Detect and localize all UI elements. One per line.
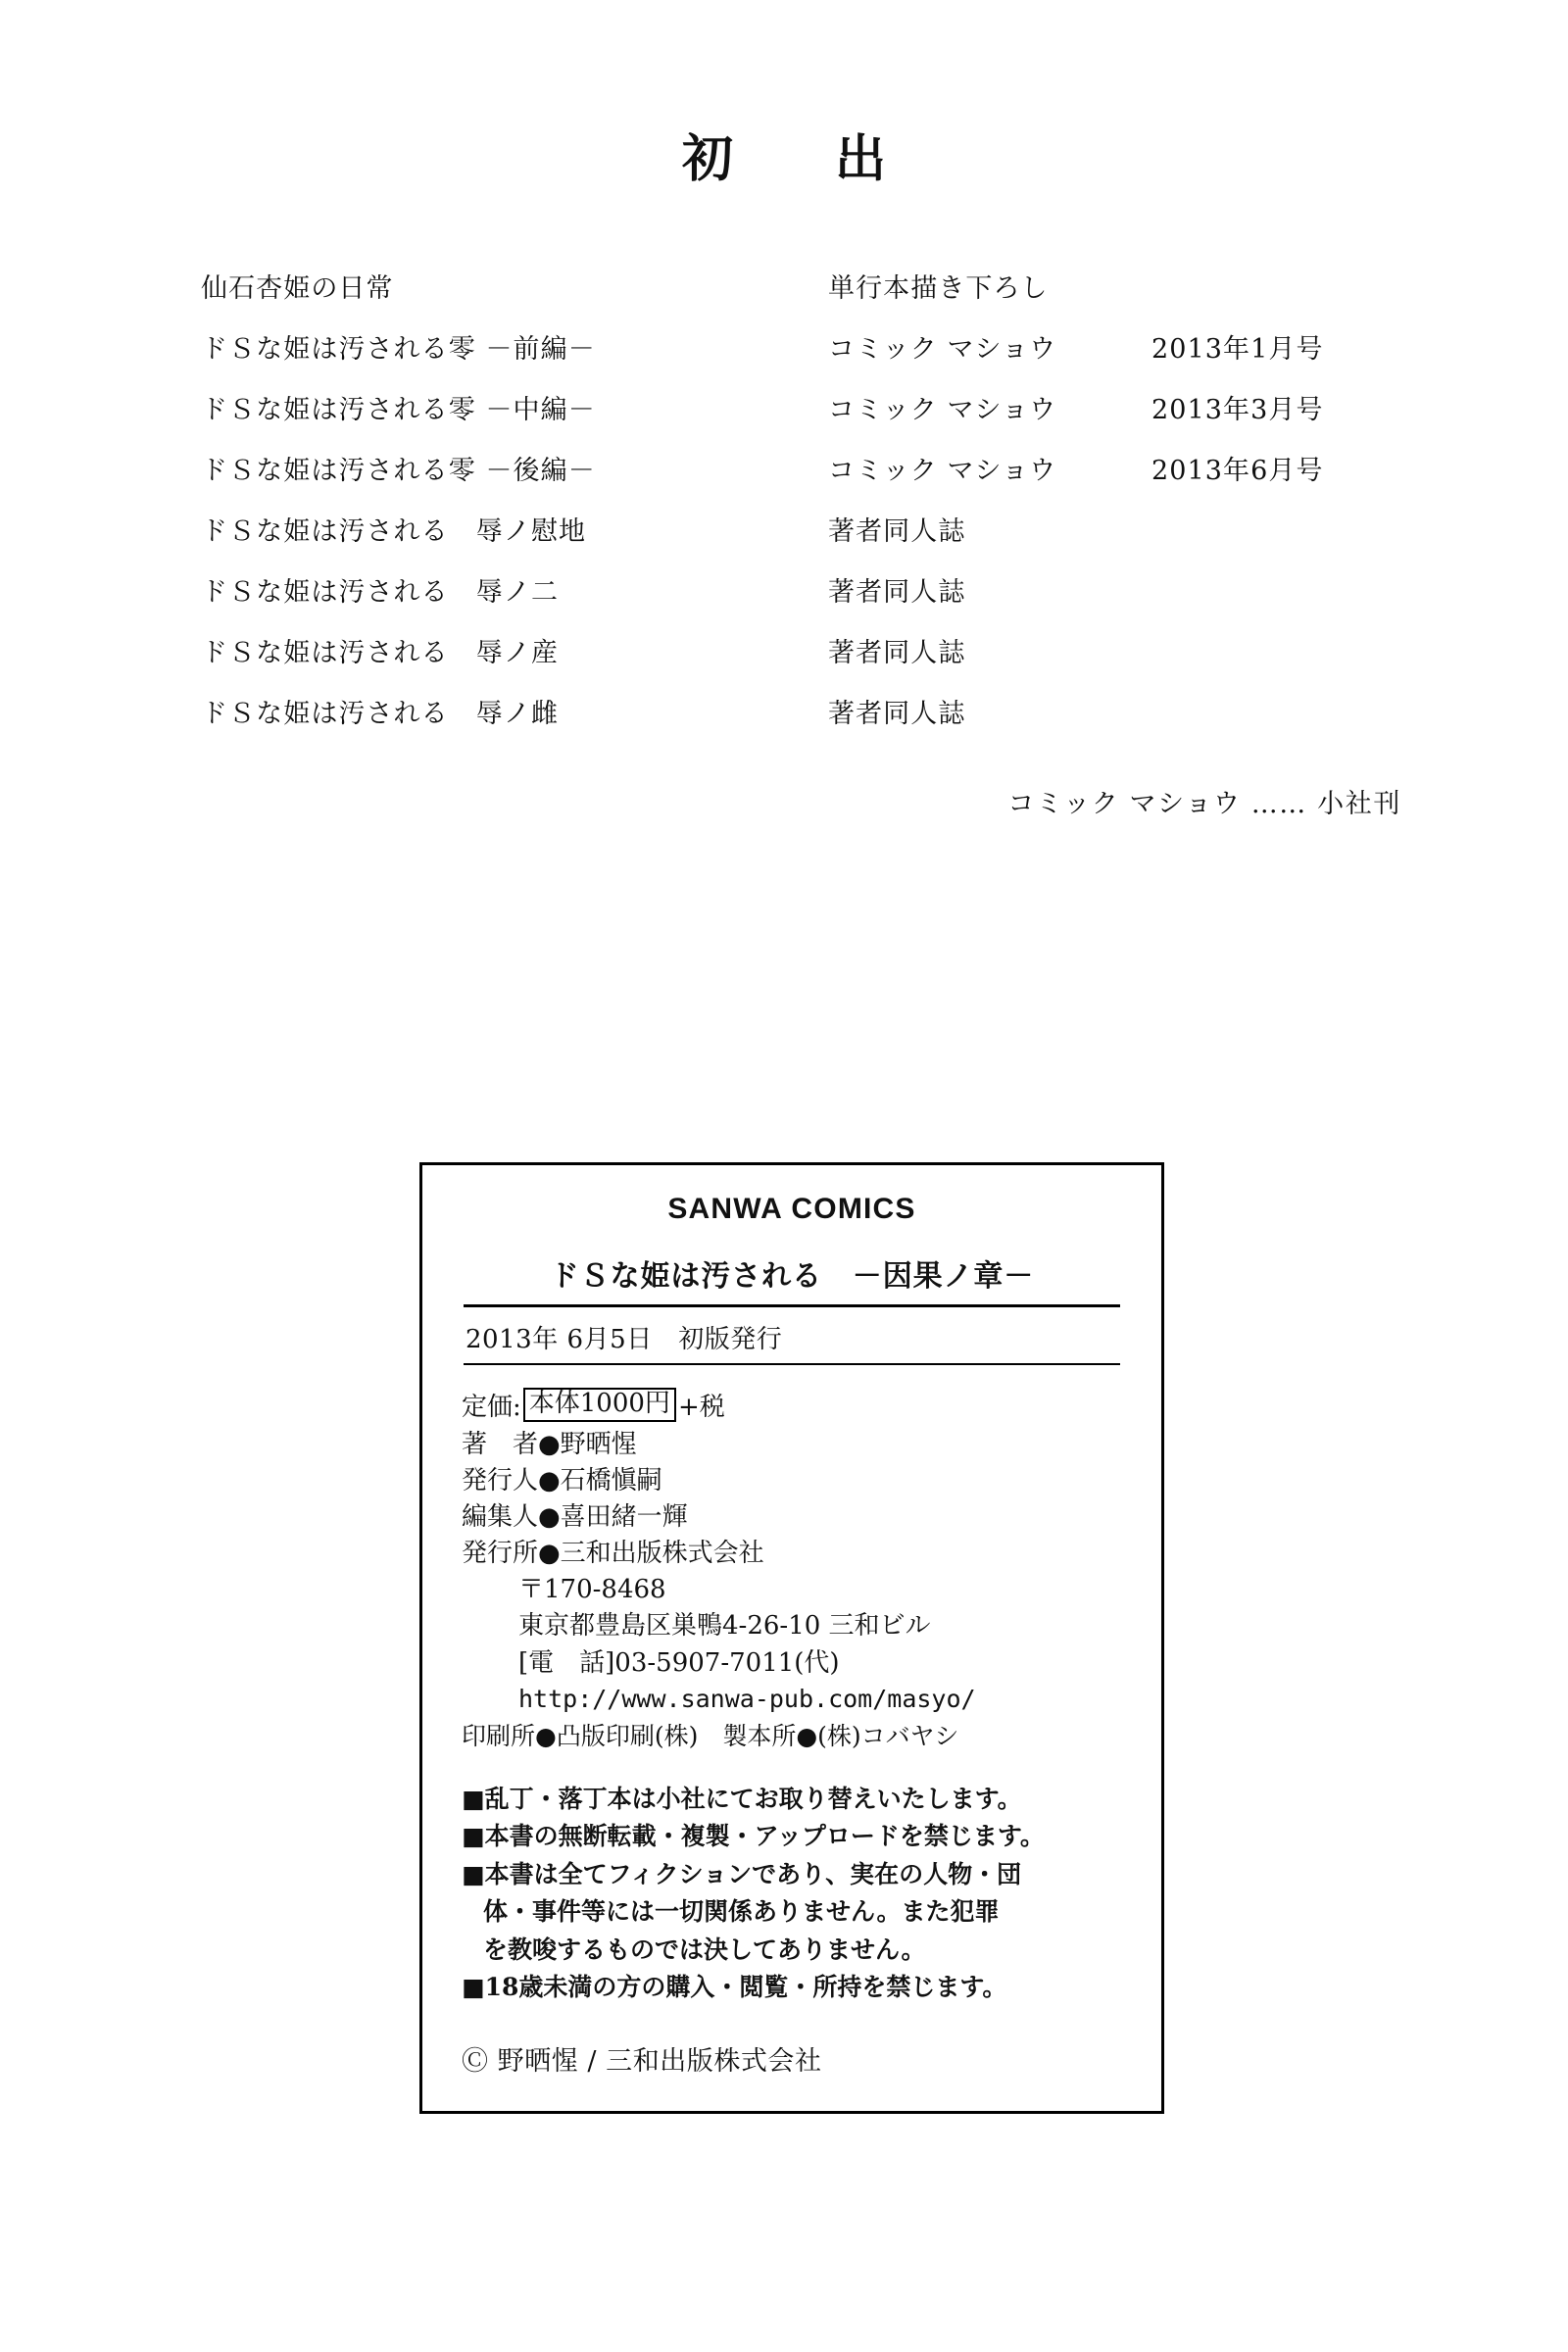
work-source: 著者同人誌 xyxy=(828,699,966,729)
list-item xyxy=(201,631,1396,692)
work-title: ドＳな姫は汚される 辱ノ二 xyxy=(201,577,560,608)
notice-item-continuation: を教唆するものでは決してありません。 xyxy=(483,1935,926,1964)
street-address: 東京都豊島区巣鴨4-26-10 三和ビル xyxy=(518,1611,931,1642)
list-item xyxy=(201,267,1396,327)
price-tax-suffix: +税 xyxy=(677,1393,725,1422)
price-line xyxy=(462,1387,1122,1423)
list-item xyxy=(201,570,1396,631)
staff-publisher-person: 発行人●石橋愼嗣 xyxy=(462,1465,662,1495)
copyright-line: Ⓒ 野晒惺 / 三和出版株式会社 xyxy=(462,2045,822,2077)
work-source: 著者同人誌 xyxy=(828,516,966,547)
list-item xyxy=(201,510,1396,570)
page-title: 初 出 xyxy=(681,129,911,189)
printer-binder-line: 印刷所●凸版印刷(株) 製本所●(株)コバヤシ xyxy=(462,1721,959,1750)
work-title: 仙石杏姫の日常 xyxy=(201,273,394,304)
book-title: ドＳな姫は汚される －因果ノ章－ xyxy=(464,1251,1120,1307)
list-item xyxy=(201,692,1396,753)
first-appearance-list xyxy=(201,267,1396,753)
legal-notices xyxy=(462,1782,1122,2006)
list-item xyxy=(201,388,1396,449)
list-item xyxy=(201,449,1396,510)
work-title: ドＳな姫は汚される零 －中編－ xyxy=(201,395,596,425)
staff-author: 著 者●野晒惺 xyxy=(462,1430,637,1459)
staff-editor: 編集人●喜田緒一輝 xyxy=(462,1501,688,1532)
work-title: ドＳな姫は汚される 辱ノ慰地 xyxy=(201,516,587,547)
work-issue: 2013年3月号 xyxy=(1152,395,1324,425)
work-source: 著者同人誌 xyxy=(828,577,966,608)
work-source: コミック マショウ xyxy=(828,456,1057,486)
imprint-name: SANWA COMICS xyxy=(667,1193,916,1225)
postal-code: 〒170-8468 xyxy=(518,1574,666,1604)
list-item xyxy=(201,327,1396,388)
work-title: ドＳな姫は汚される 辱ノ産 xyxy=(201,638,560,668)
notice-item-continuation: 体・事件等には一切関係ありません。また犯罪 xyxy=(483,1897,1000,1927)
price-label: 定価: xyxy=(462,1393,521,1422)
work-source: コミック マショウ xyxy=(828,395,1057,425)
work-title: ドＳな姫は汚される零 －後編－ xyxy=(201,456,596,486)
work-source: コミック マショウ xyxy=(828,334,1057,365)
work-source: 単行本描き下ろし xyxy=(828,273,1049,304)
phone-number: [電 話]03-5907-7011(代) xyxy=(518,1647,840,1678)
work-title: ドＳな姫は汚される 辱ノ雌 xyxy=(201,699,560,729)
notice-item: ■本書の無断転載・複製・アップロードを禁じます。 xyxy=(462,1822,1045,1851)
magazine-publisher-note: コミック マショウ …… 小社刊 xyxy=(1007,789,1401,819)
work-issue: 2013年1月号 xyxy=(1152,334,1324,365)
publication-date: 2013年 6月5日 初版発行 xyxy=(464,1315,1120,1365)
notice-item: ■本書は全てフィクションであり、実在の人物・団 xyxy=(462,1859,1022,1888)
colophon-box xyxy=(419,1162,1164,2114)
website-url: http://www.sanwa-pub.com/masyo/ xyxy=(518,1684,976,1713)
staff-publishing-company: 発行所●三和出版株式会社 xyxy=(462,1538,764,1568)
work-issue: 2013年6月号 xyxy=(1152,456,1324,486)
price-value: 本体1000円 xyxy=(523,1388,676,1423)
notice-item: ■乱丁・落丁本は小社にてお取り替えいたします。 xyxy=(462,1784,1022,1813)
notice-item: ■18歳未満の方の購入・閲覧・所持を禁じます。 xyxy=(462,1973,1007,2002)
work-source: 著者同人誌 xyxy=(828,638,966,668)
work-title: ドＳな姫は汚される零 －前編－ xyxy=(201,334,596,365)
